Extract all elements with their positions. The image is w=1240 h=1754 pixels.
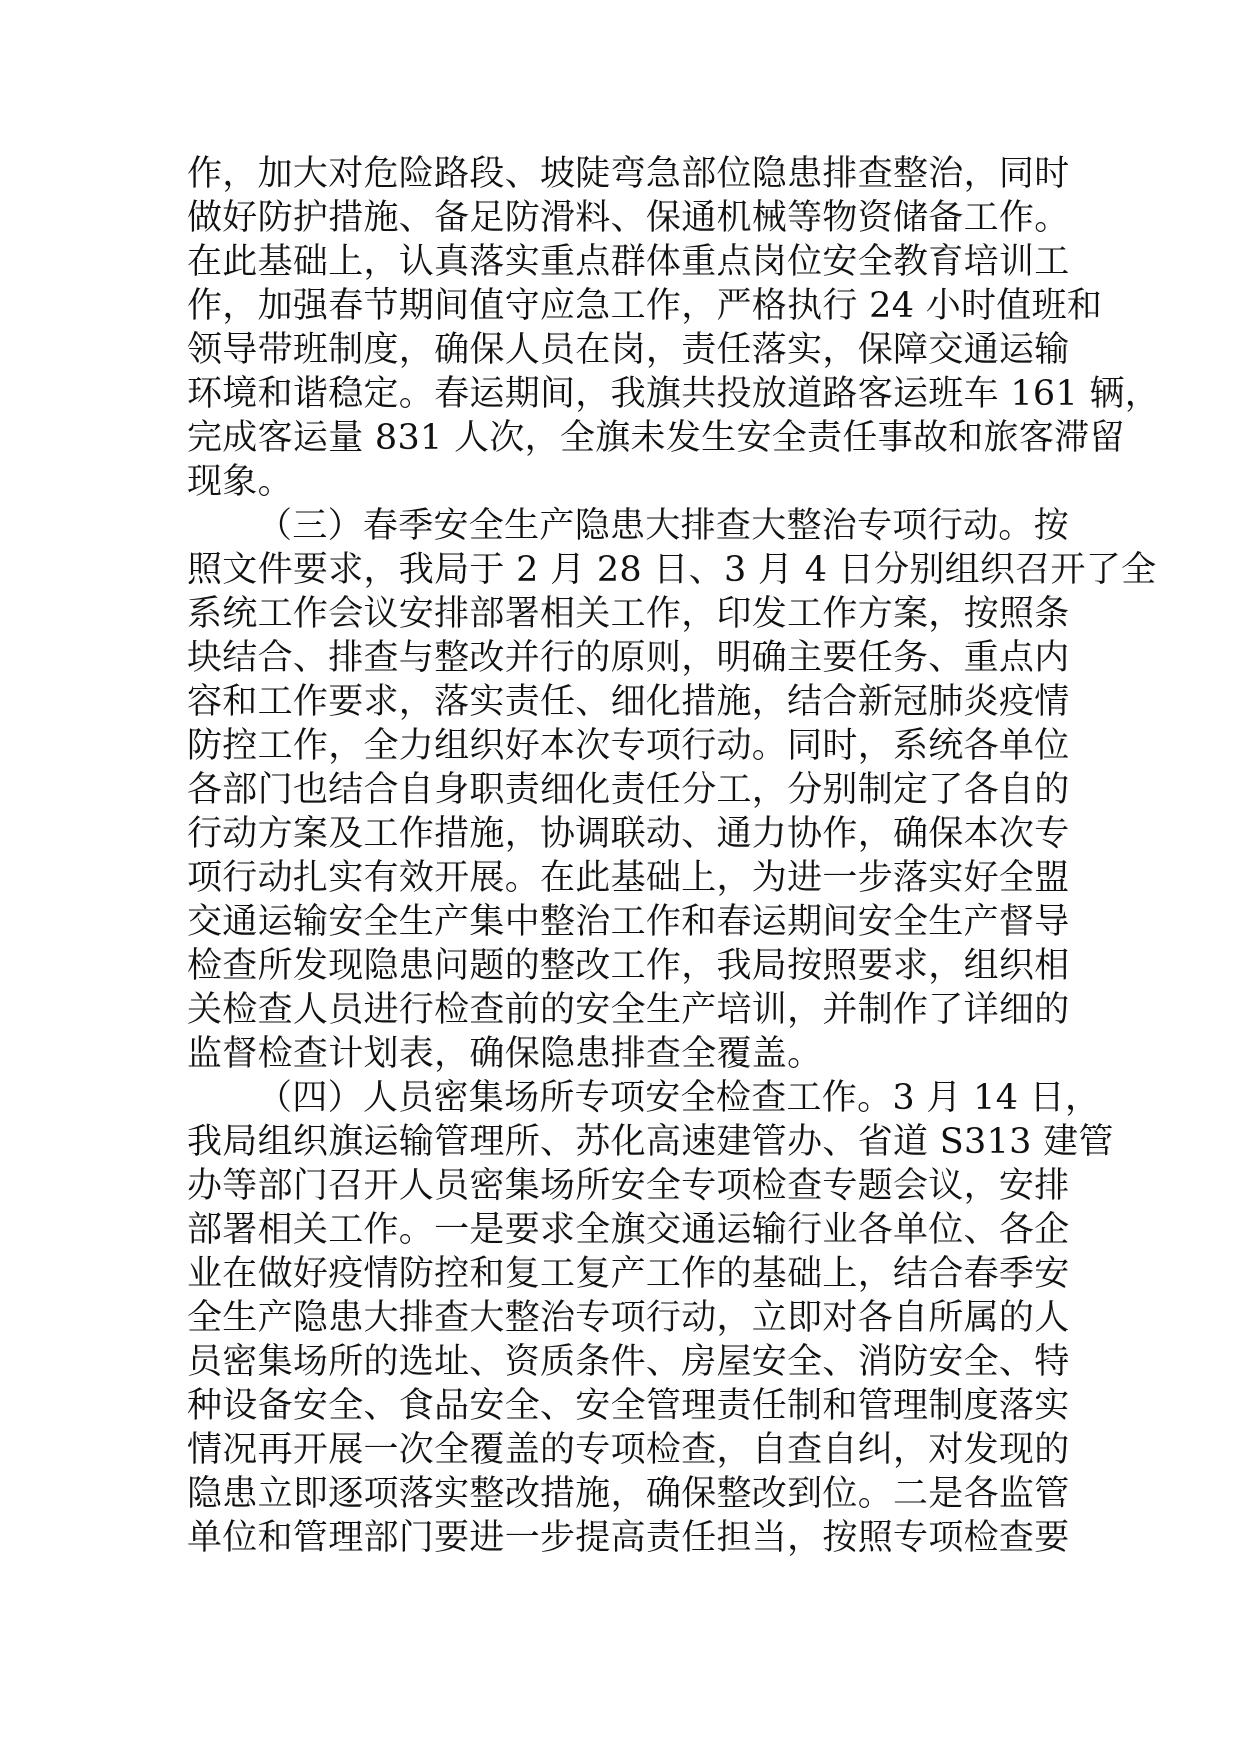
document-body	[187, 152, 1161, 1560]
section-heading-line: （四）人员密集场所专项安全检查工作。3 月 14 日，	[257, 1078, 1101, 1118]
text-line: 交通运输安全生产集中整治工作和春运期间安全生产督导	[187, 902, 1070, 942]
text-line: 我局组织旗运输管理所、苏化高速建管办、省道 S313 建管	[187, 1122, 1114, 1162]
paragraph-section-3	[187, 504, 1157, 1076]
paragraph-continuation	[187, 152, 1161, 504]
text-line: 照文件要求，我局于 2 月 28 日、3 月 4 日分别组织召开了全	[187, 550, 1157, 590]
text-line: 情况再开展一次全覆盖的专项检查，自查自纠，对发现的	[187, 1430, 1070, 1470]
text-line: 全生产隐患大排查大整治专项行动，立即对各自所属的人	[187, 1298, 1070, 1338]
text-line: 领导带班制度，确保人员在岗，责任落实，保障交通运输	[187, 330, 1070, 370]
section-heading-line: （三）春季安全生产隐患大排查大整治专项行动。按	[257, 506, 1069, 546]
text-line: 检查所发现隐患问题的整改工作，我局按照要求，组织相	[187, 946, 1070, 986]
text-line: 员密集场所的选址、资质条件、房屋安全、消防安全、特	[187, 1342, 1070, 1382]
text-line: 系统工作会议安排部署相关工作，印发工作方案，按照条	[187, 594, 1070, 634]
paragraph-section-4	[187, 1076, 1114, 1560]
text-line: 容和工作要求，落实责任、细化措施，结合新冠肺炎疫情	[187, 682, 1070, 722]
text-line: 防控工作，全力组织好本次专项行动。同时，系统各单位	[187, 726, 1070, 766]
text-line: 作，加强春节期间值守应急工作，严格执行 24 小时值班和	[187, 286, 1103, 326]
text-line: 行动方案及工作措施，协调联动、通力协作，确保本次专	[187, 814, 1070, 854]
text-line: 隐患立即逐项落实整改措施，确保整改到位。二是各监管	[187, 1474, 1070, 1514]
text-line: 部署相关工作。一是要求全旗交通运输行业各单位、各企	[187, 1210, 1070, 1250]
text-line: 做好防护措施、备足防滑料、保通机械等物资储备工作。	[187, 198, 1070, 238]
text-line: 项行动扎实有效开展。在此基础上，为进一步落实好全盟	[187, 858, 1070, 898]
text-line: 各部门也结合自身职责细化责任分工，分别制定了各自的	[187, 770, 1070, 810]
text-line: 监督检查计划表，确保隐患排查全覆盖。	[187, 1034, 823, 1074]
text-line: 业在做好疫情防控和复工复产工作的基础上，结合春季安	[187, 1254, 1070, 1294]
text-line: 种设备安全、食品安全、安全管理责任制和管理制度落实	[187, 1386, 1070, 1426]
text-line: 在此基础上，认真落实重点群体重点岗位安全教育培训工	[187, 242, 1070, 282]
text-line: 环境和谐稳定。春运期间，我旗共投放道路客运班车 161 辆，	[187, 374, 1161, 414]
text-line: 单位和管理部门要进一步提高责任担当，按照专项检查要	[187, 1518, 1070, 1558]
text-line: 关检查人员进行检查前的安全生产培训，并制作了详细的	[187, 990, 1070, 1030]
text-line: 办等部门召开人员密集场所安全专项检查专题会议，安排	[187, 1166, 1070, 1206]
text-line: 块结合、排查与整改并行的原则，明确主要任务、重点内	[187, 638, 1070, 678]
text-line: 完成客运量 831 人次，全旗未发生安全责任事故和旅客滞留	[187, 418, 1125, 458]
text-line: 作，加大对危险路段、坡陡弯急部位隐患排查整治，同时	[187, 154, 1070, 194]
text-line: 现象。	[187, 462, 293, 502]
